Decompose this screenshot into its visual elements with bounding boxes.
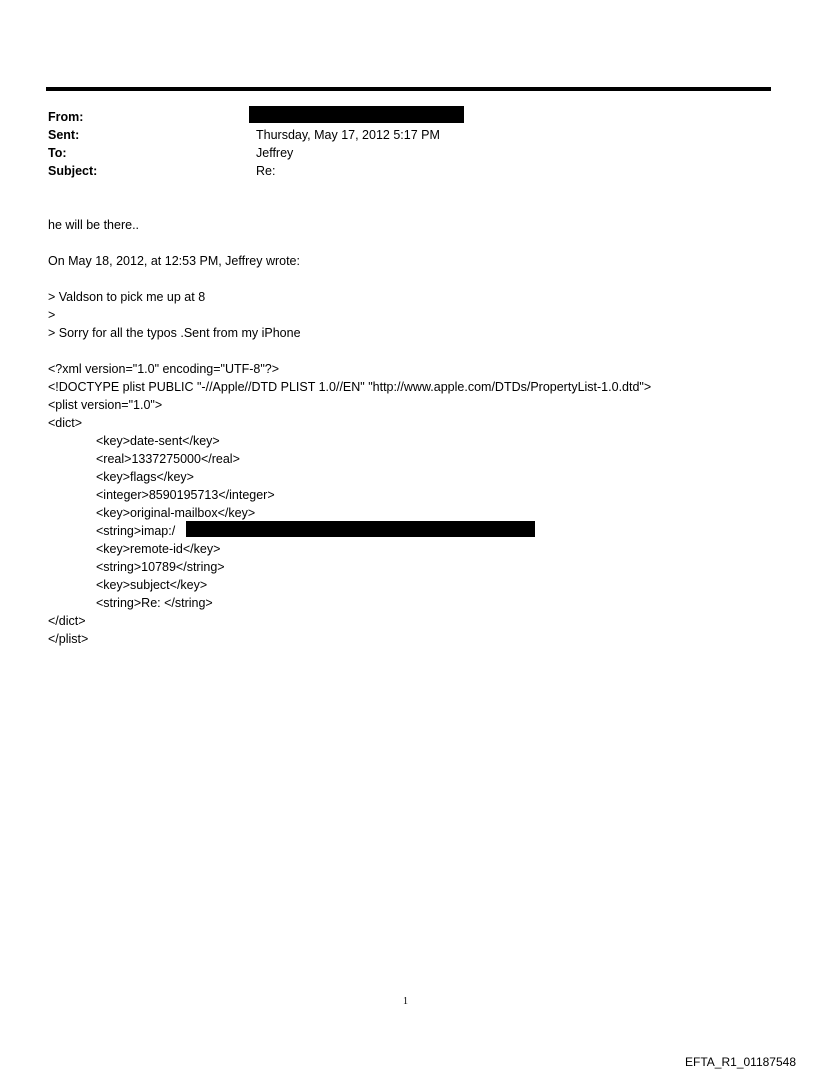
- quoted-line-2: >: [48, 308, 56, 322]
- dict-open-tag: <dict>: [48, 416, 83, 430]
- plist-close-tag: </plist>: [48, 632, 89, 646]
- to-value: Jeffrey: [256, 146, 294, 160]
- to-row: [48, 144, 748, 162]
- sent-label: Sent:: [48, 128, 80, 142]
- subject-label: Subject:: [48, 164, 98, 178]
- quoted-line-1: > Valdson to pick me up at 8: [48, 290, 206, 304]
- plist-entry: <real>1337275000</real>: [96, 452, 240, 466]
- subject-value: Re:: [256, 164, 276, 178]
- plist-entry: <key>flags</key>: [96, 470, 194, 484]
- header-rule: [46, 87, 771, 91]
- sent-value: Thursday, May 17, 2012 5:17 PM: [256, 128, 440, 142]
- plist-entry: <string>10789</string>: [96, 560, 225, 574]
- plist-doctype: <!DOCTYPE plist PUBLIC "-//Apple//DTD PLIST 1.0//EN" "http://www.apple.com/DTDs/PropertyList-1.0.dtd">: [48, 380, 652, 394]
- plist-entry: <string>imap:/: [96, 524, 176, 538]
- from-label: From:: [48, 110, 84, 124]
- mailbox-redaction: [186, 521, 535, 537]
- plist-entry: <key>remote-id</key>: [96, 542, 221, 556]
- plist-xml-declaration: <?xml version="1.0" encoding="UTF-8"?>: [48, 362, 280, 376]
- plist-entry: <integer>8590195713</integer>: [96, 488, 275, 502]
- plist-entry: <key>original-mailbox</key>: [96, 506, 256, 520]
- sent-row: [48, 126, 748, 144]
- quoted-line-3: > Sorry for all the typos .Sent from my iPhone: [48, 326, 301, 340]
- dict-close-tag: </dict>: [48, 614, 86, 628]
- subject-row: [48, 162, 748, 180]
- from-redaction: [249, 106, 464, 123]
- plist-entry: <key>date-sent</key>: [96, 434, 220, 448]
- document-id: EFTA_R1_01187548: [685, 1055, 796, 1069]
- quote-attribution: On May 18, 2012, at 12:53 PM, Jeffrey wrote:: [48, 254, 300, 268]
- plist-entry: <key>subject</key>: [96, 578, 208, 592]
- reply-line: he will be there..: [48, 218, 140, 232]
- page-number: 1: [403, 996, 408, 1007]
- plist-entry: <string>Re: </string>: [96, 596, 213, 610]
- to-label: To:: [48, 146, 67, 160]
- plist-open-tag: <plist version="1.0">: [48, 398, 163, 412]
